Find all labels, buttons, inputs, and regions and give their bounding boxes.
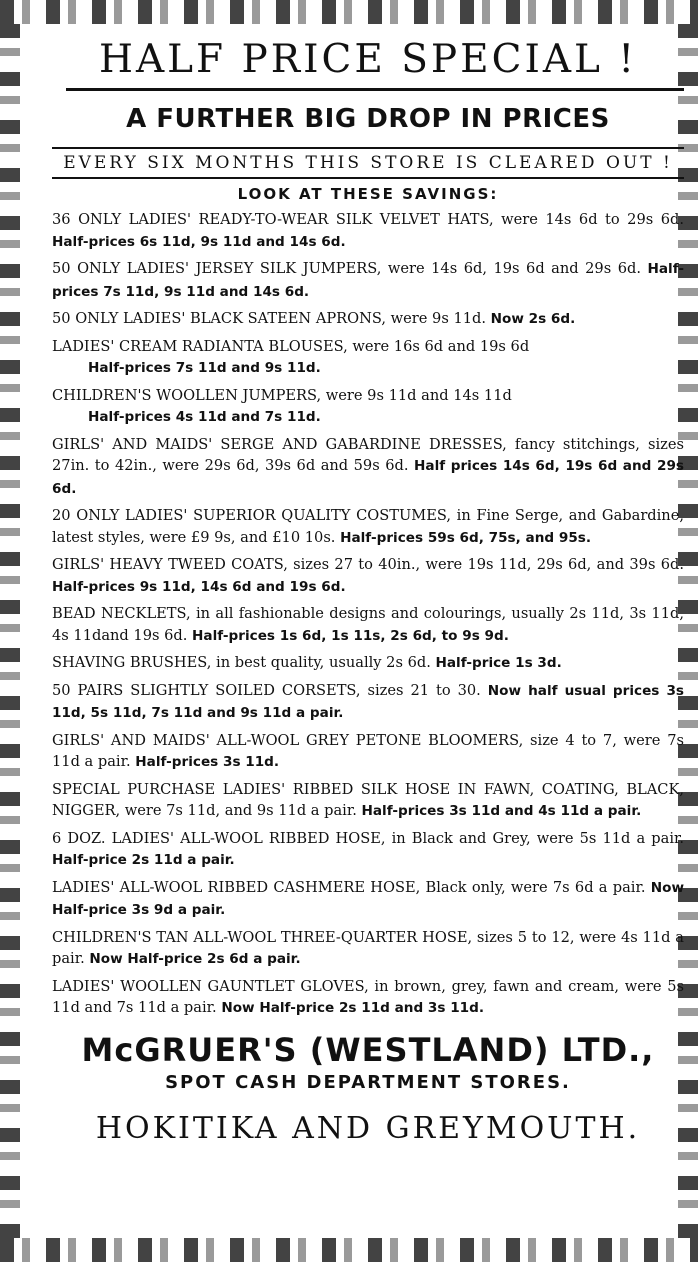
firm-stores: SPOT CASH DEPARTMENT STORES. [165,1071,571,1093]
item-price: Half-prices 7s 11d, 9s 11d and 14s 6d. [52,261,685,300]
item-price: Half-price 2s 11d a pair. [52,852,235,868]
firm-name: McGRUER'S (WESTLAND) LTD., [81,1030,655,1069]
list-item [52,209,684,253]
list-item [52,603,684,647]
subheadline: A FURTHER BIG DROP IN PRICES [126,104,610,134]
ornamental-border-bottom [0,1238,698,1262]
list-item [52,385,684,429]
ornamental-border-top [0,0,698,24]
item-description: 50 PAIRS SLIGHTLY SOILED CORSETS, sizes 21 to 30. [52,681,481,699]
item-description: 50 ONLY LADIES' BLACK SATEEN APRONS, were 9s 11d. [52,310,486,327]
item-description: SPECIAL PURCHASE LADIES' RIBBED SILK HOSE IN FAWN, COATING, BLACK, NIGGER, were 7s 11d, and 9s 11d a pair. [52,780,684,819]
item-description: 20 ONLY LADIES' SUPERIOR QUALITY COSTUMES, in Fine Serge, and Gabardine, latest styles, were £9 9s, and £10 10s. [52,507,684,546]
firm-signature [52,1030,684,1146]
item-price: Now Half-price 2s 6d a pair. [89,951,301,967]
item-price: Now Half-price 3s 9d a pair. [52,879,685,918]
list-item [52,730,684,774]
item-price: Half-prices 9s 11d, 14s 6d and 19s 6d. [52,578,346,595]
headline-rule [66,88,684,91]
list-item [52,680,684,725]
ad-content [52,24,684,1238]
item-price: Now half usual prices 3s 11d, 5s 11d, 7s 11d and 9s 11d a pair. [52,682,685,721]
firm-towns: HOKITIKA AND GREYMOUTH. [95,1110,641,1146]
item-price: Now 2s 6d. [490,311,576,327]
list-item [52,877,684,922]
item-price: Half-prices 6s 11d, 9s 11d and 14s 6d. [52,233,346,250]
item-list [52,209,684,1020]
item-description: 6 DOZ. LADIES' ALL-WOOL RIBBED HOSE, in Black and Grey, were 5s 11d a pair. [52,829,684,847]
ornamental-border-left [0,24,20,1238]
headline: HALF PRICE SPECIAL ! [98,37,638,82]
list-item [52,976,684,1020]
list-item [52,828,684,872]
item-price: Now Half-price 2s 11d and 3s 11d. [221,1000,485,1016]
item-price: Half-prices 59s 6d, 75s, and 95s. [340,529,592,546]
list-item [52,554,684,598]
item-description: GIRLS' HEAVY TWEED COATS, sizes 27 to 40in., were 19s 11d, 29s 6d, and 39s 6d. [52,556,684,573]
list-item [52,505,684,549]
item-description: LADIES' CREAM RADIANTA BLOUSES, were 16s 6d and 19s 6d [52,337,530,355]
item-description: 36 ONLY LADIES' READY-TO-WEAR SILK VELVET HATS, were 14s 6d to 29s 6d. [52,211,684,228]
item-price: Half-prices 3s 11d. [135,754,280,770]
list-item [52,927,684,971]
item-price: Half-prices 7s 11d and 9s 11d. [88,360,321,376]
list-item [52,652,684,675]
item-description: CHILDREN'S WOOLLEN JUMPERS, were 9s 11d and 14s 11d [52,386,512,404]
item-price: Half-price 1s 3d. [435,655,562,671]
item-description: BEAD NECKLETS, in all fashionable designs and colourings, usually 2s 11d, 3s 11d, 4s 11dand 19s 6d. [52,605,684,644]
item-description: 50 ONLY LADIES' JERSEY SILK JUMPERS, were 14s 6d, 19s 6d and 29s 6d. [52,260,641,277]
cleared-out-band: EVERY SIX MONTHS THIS STORE IS CLEARED OUT ! [52,147,684,179]
list-item [52,336,684,380]
list-item [52,779,684,823]
item-price: Half prices 14s 6d, 19s 6d and 29s 6d. [52,458,684,497]
item-description: LADIES' WOOLLEN GAUNTLET GLOVES, in brown, grey, fawn and cream, were 5s 11d and 7s 11d a pair. [52,977,684,1016]
list-item [52,308,684,331]
item-description: CHILDREN'S TAN ALL-WOOL THREE-QUARTER HOSE, sizes 5 to 12, were 4s 11d a pair. [52,928,684,967]
savings-intro: LOOK AT THESE SAVINGS: [237,185,499,203]
item-description: GIRLS' AND MAIDS' ALL-WOOL GREY PETONE BLOOMERS, size 4 to 7, were 7s 11d a pair. [52,731,684,770]
list-item [52,258,684,303]
list-item [52,434,684,501]
item-price: Half-prices 3s 11d and 4s 11d a pair. [361,803,642,819]
item-description: LADIES' ALL-WOOL RIBBED CASHMERE HOSE, Black only, were 7s 6d a pair. [52,878,646,896]
item-description: SHAVING BRUSHES, in best quality, usually 2s 6d. [52,654,431,671]
item-price: Half-prices 4s 11d and 7s 11d. [88,409,321,425]
item-price: Half-prices 1s 6d, 1s 11s, 2s 6d, to 9s 9d. [192,627,509,644]
item-description: GIRLS' AND MAIDS' SERGE AND GABARDINE DRESSES, fancy stitchings, sizes 27in. to 42in., were 29s 6d, 39s 6d and 59s 6d. [52,435,684,474]
